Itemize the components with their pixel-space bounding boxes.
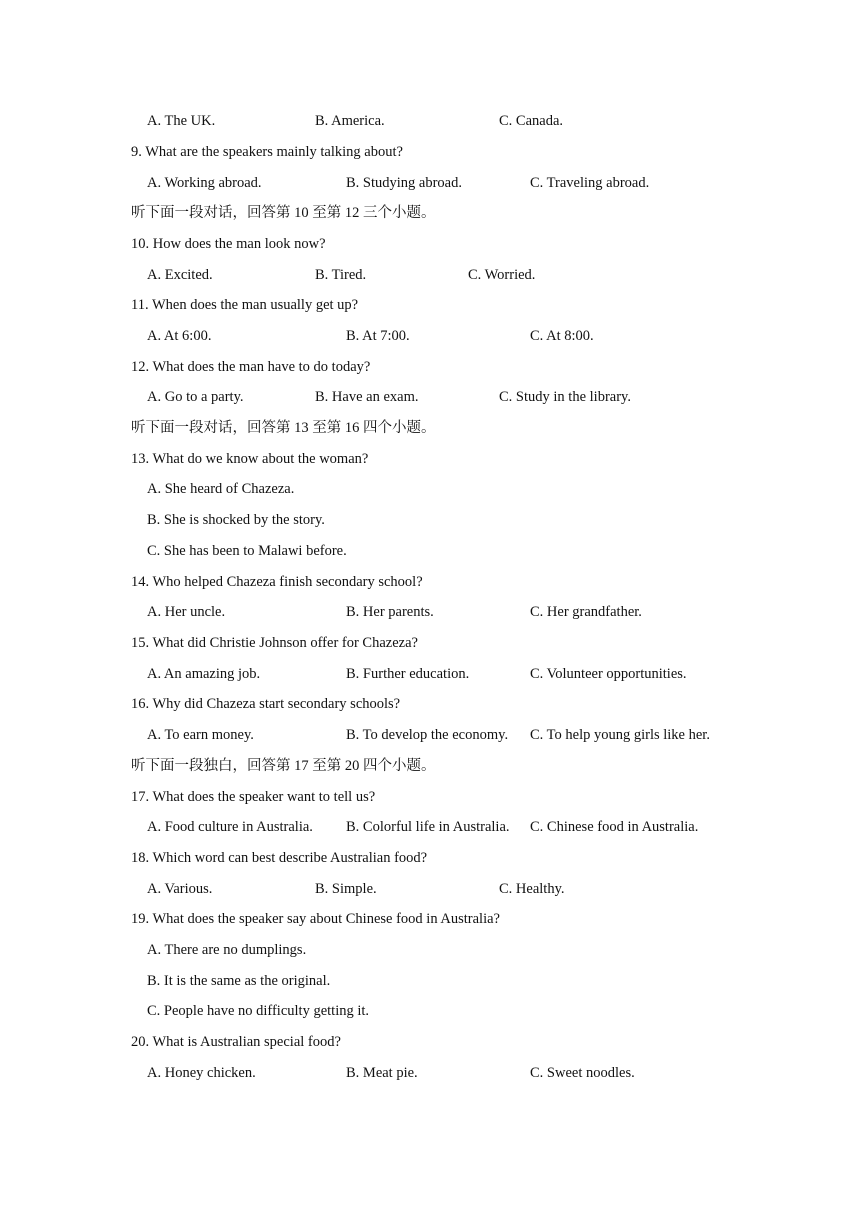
option-c: C. Canada. <box>499 113 564 129</box>
option-a: A. Various. <box>147 881 213 897</box>
question-11: 11. When does the man usually get up? <box>131 297 359 313</box>
section-instruction-13-16: 听下面一段对话，回答第 13 至第 16 四个小题。 <box>131 420 436 436</box>
option-c: C. Her grandfather. <box>530 604 642 620</box>
question-13: 13. What do we know about the woman? <box>131 451 369 467</box>
option-a: A. The UK. <box>147 113 216 129</box>
question-12: 12. What does the man have to do today? <box>131 359 371 375</box>
question-9: 9. What are the speakers mainly talking about? <box>131 144 403 160</box>
option-b: B. Colorful life in Australia. <box>346 819 510 835</box>
option-c: C. To help young girls like her. <box>530 727 710 743</box>
option-c: C. Volunteer opportunities. <box>530 666 687 682</box>
option-b: B. Have an exam. <box>315 389 419 405</box>
option-a: A. An amazing job. <box>147 666 261 682</box>
question-14: 14. Who helped Chazeza finish secondary school? <box>131 574 423 590</box>
option-c: C. Chinese food in Australia. <box>530 819 699 835</box>
section-instruction-10-12: 听下面一段对话，回答第 10 至第 12 三个小题。 <box>131 205 436 221</box>
option-c: C. At 8:00. <box>530 328 594 344</box>
option-a: A. Working abroad. <box>147 175 262 191</box>
option-c: C. Study in the library. <box>499 389 631 405</box>
option-a: A. To earn money. <box>147 727 254 743</box>
option-a: A. Excited. <box>147 267 213 283</box>
option-c: C. Worried. <box>468 267 536 283</box>
option-b: B. At 7:00. <box>346 328 410 344</box>
option-c: C. Traveling abroad. <box>530 175 650 191</box>
question-20: 20. What is Australian special food? <box>131 1034 341 1050</box>
option-b: B. Tired. <box>315 267 367 283</box>
question-19: 19. What does the speaker say about Chinese food in Australia? <box>131 911 500 927</box>
option-b: B. Her parents. <box>346 604 434 620</box>
option-b: B. Studying abroad. <box>346 175 462 191</box>
option-c: C. Healthy. <box>499 881 565 897</box>
question-18: 18. Which word can best describe Australian food? <box>131 850 428 866</box>
option-a: A. She heard of Chazeza. <box>147 481 295 497</box>
option-b: B. Simple. <box>315 881 377 897</box>
question-10: 10. How does the man look now? <box>131 236 326 252</box>
option-a: A. At 6:00. <box>147 328 212 344</box>
section-instruction-17-20: 听下面一段独白，回答第 17 至第 20 四个小题。 <box>131 758 436 774</box>
option-c: C. Sweet noodles. <box>530 1065 635 1081</box>
option-a: A. Her uncle. <box>147 604 226 620</box>
option-c: C. She has been to Malawi before. <box>147 543 347 559</box>
option-b: B. Meat pie. <box>346 1065 418 1081</box>
option-a: A. Food culture in Australia. <box>147 819 313 835</box>
option-b: B. To develop the economy. <box>346 727 509 743</box>
question-17: 17. What does the speaker want to tell us? <box>131 789 376 805</box>
option-a: A. There are no dumplings. <box>147 942 307 958</box>
option-b: B. It is the same as the original. <box>147 973 331 989</box>
option-c: C. People have no difficulty getting it. <box>147 1003 370 1019</box>
option-a: A. Honey chicken. <box>147 1065 256 1081</box>
option-b: B. Further education. <box>346 666 470 682</box>
option-b: B. America. <box>315 113 385 129</box>
option-a: A. Go to a party. <box>147 389 244 405</box>
option-b: B. She is shocked by the story. <box>147 512 325 528</box>
question-16: 16. Why did Chazeza start secondary schools? <box>131 696 401 712</box>
question-15: 15. What did Christie Johnson offer for Chazeza? <box>131 635 418 651</box>
